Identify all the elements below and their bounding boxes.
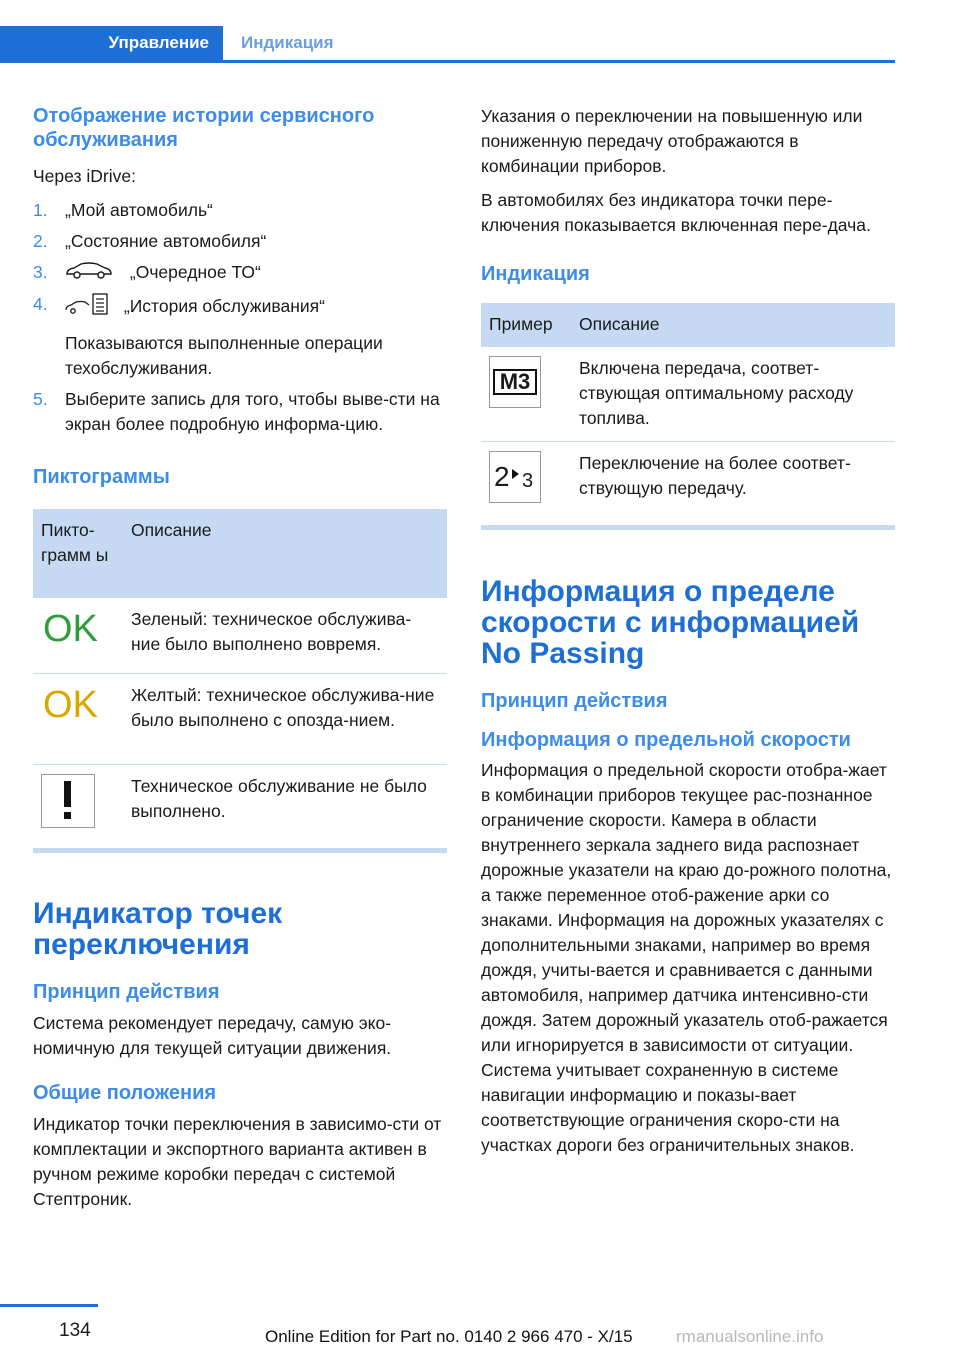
step-text: „Очередное ТО“ — [129, 262, 261, 282]
left-column — [33, 104, 447, 1212]
step-number: 2. — [33, 231, 48, 251]
shift-arrow-icon — [512, 469, 519, 479]
step-number: 4. — [33, 293, 48, 314]
example-cell — [481, 442, 571, 518]
step-text: „Мой автомобиль“ — [65, 200, 213, 220]
step-4 — [33, 292, 447, 381]
pictograms-table — [33, 509, 447, 840]
gear-from: 2 — [494, 461, 510, 492]
description-cell: Переключение на более соответ-ствующую передачу. — [579, 453, 851, 498]
description-cell: Включена передача, соответ-ствующая оптимальному расходу топлива. — [571, 347, 895, 442]
description-cell: Техническое обслуживание не было выполнено. — [131, 775, 427, 821]
step-4-note: Показываются выполненные операции техобслуживания. — [65, 332, 383, 378]
step-number: 1. — [33, 200, 48, 220]
principle-title: Принцип действия — [481, 690, 668, 712]
ok-glyph: OK — [43, 683, 98, 723]
speed-info-text: Информация о предельной скорости отобра-жает в комбинации приборов текущее рас-познанное ограничение скорости. Камера в области внутреннего зеркала заднего вида распознает дорожные указатели на краю до-рожного полотна, а также переменное отоб-ражение арки со знаками. Информация на дорожных указателях с дополнительными знаками, например во время дождя, учиты-вается и сравнивается с данными автомобиля, например датчика интенсивно-сти дождя. Затем дорожный указатель отоб-ражается или игнорируется в зависимости от ситуации. Система учитывает сохраненную в системе навигации информацию и показы-вает соответствующие ограничения скоро-сти на участках дороги без ограничительных знаков. — [481, 760, 892, 1155]
pictograms-title: Пиктограммы — [33, 465, 170, 488]
watermark: rmanualsonline.info — [676, 1327, 824, 1346]
step-text: „История обслуживания“ — [123, 296, 325, 316]
service-history-icon — [65, 292, 109, 323]
via-idrive-text: Через iDrive: — [33, 166, 136, 186]
description-cell: Желтый: техническое обслужива-ние было выполнено с опозда-нием. — [123, 673, 447, 764]
shift-hint-text: Указания о переключении на повышенную или пониженную передачу отображаются в комбинации приборов. — [481, 106, 863, 176]
step-text: Выберите запись для того, чтобы выве-сти на экран более подробную информа-цию. — [65, 388, 440, 434]
pictogram-cell — [33, 764, 123, 840]
table-row — [481, 347, 895, 442]
step-text: „Состояние автомобиля“ — [65, 231, 267, 251]
speed-limit-info-title: Информация о пределе скорости с информацией No Passing — [481, 575, 860, 670]
display-title: Индикация — [481, 263, 590, 285]
pictogram-cell — [33, 673, 123, 764]
car-service-icon — [65, 261, 113, 286]
pictogram-cell — [33, 598, 123, 674]
step-number: 5. — [33, 388, 48, 409]
service-history-title: Отображение истории сервисного обслуживания — [33, 105, 375, 151]
step-1 — [33, 198, 447, 223]
exclamation-icon — [41, 774, 95, 828]
table-row — [33, 598, 447, 674]
table-row — [33, 673, 447, 764]
ok-glyph: OK — [43, 607, 98, 647]
step-3 — [33, 260, 447, 286]
principle-title: Принцип действия — [33, 980, 220, 1003]
ok-green-icon — [41, 607, 101, 647]
gear-display-table — [481, 303, 895, 517]
gear-to: 3 — [522, 470, 534, 492]
example-cell — [481, 347, 571, 442]
column-header-example: Пример — [481, 303, 571, 347]
page-number: 134 — [59, 1320, 91, 1341]
chapter-tab-bar — [0, 26, 895, 63]
tab-controls[interactable]: Управление — [0, 26, 223, 60]
step-number: 3. — [33, 262, 48, 282]
table-row — [481, 442, 895, 518]
tab-displays[interactable]: Индикация — [241, 33, 334, 52]
service-history-steps — [33, 198, 447, 437]
m3-badge: M3 — [493, 369, 537, 395]
gear-shift-2-to-3-icon — [489, 451, 541, 503]
principle-text: Система рекомендует передачу, самую эко-номичную для текущей ситуации движения. — [33, 1012, 392, 1058]
table-header-row — [481, 303, 895, 347]
footer-rule — [0, 1304, 98, 1307]
description-cell: Зеленый: техническое обслужива-ние было выполнено вовремя. — [123, 598, 447, 674]
gear-display-text: В автомобилях без индикатора точки пере-ключения показывается включенная пере-дача. — [481, 190, 871, 235]
table-row — [33, 764, 447, 840]
shift-indicator-title: Индикатор точек переключения — [33, 896, 283, 961]
table-end-rule — [33, 848, 447, 853]
general-title: Общие положения — [33, 1081, 217, 1104]
right-column — [481, 104, 895, 1158]
step-2 — [33, 229, 447, 254]
table-header-row — [33, 509, 447, 598]
general-text: Индикатор точки переключения в зависимо-сти от комплектации и экспортного варианта активен в ручном режиме коробки передач с системой Стептроник. — [33, 1113, 442, 1209]
column-header-pictogram: Пикто-грамм ы — [33, 509, 123, 598]
step-5 — [33, 387, 447, 437]
ok-yellow-icon — [41, 683, 101, 723]
table-end-rule — [481, 525, 895, 530]
column-header-description: Описание — [571, 303, 895, 347]
speed-info-title: Информация о предельной скорости — [481, 729, 851, 751]
online-edition-text: Online Edition for Part no. 0140 2 966 470 - X/15 — [265, 1327, 633, 1346]
gear-m3-icon — [489, 356, 541, 408]
column-header-description: Описание — [123, 509, 447, 598]
